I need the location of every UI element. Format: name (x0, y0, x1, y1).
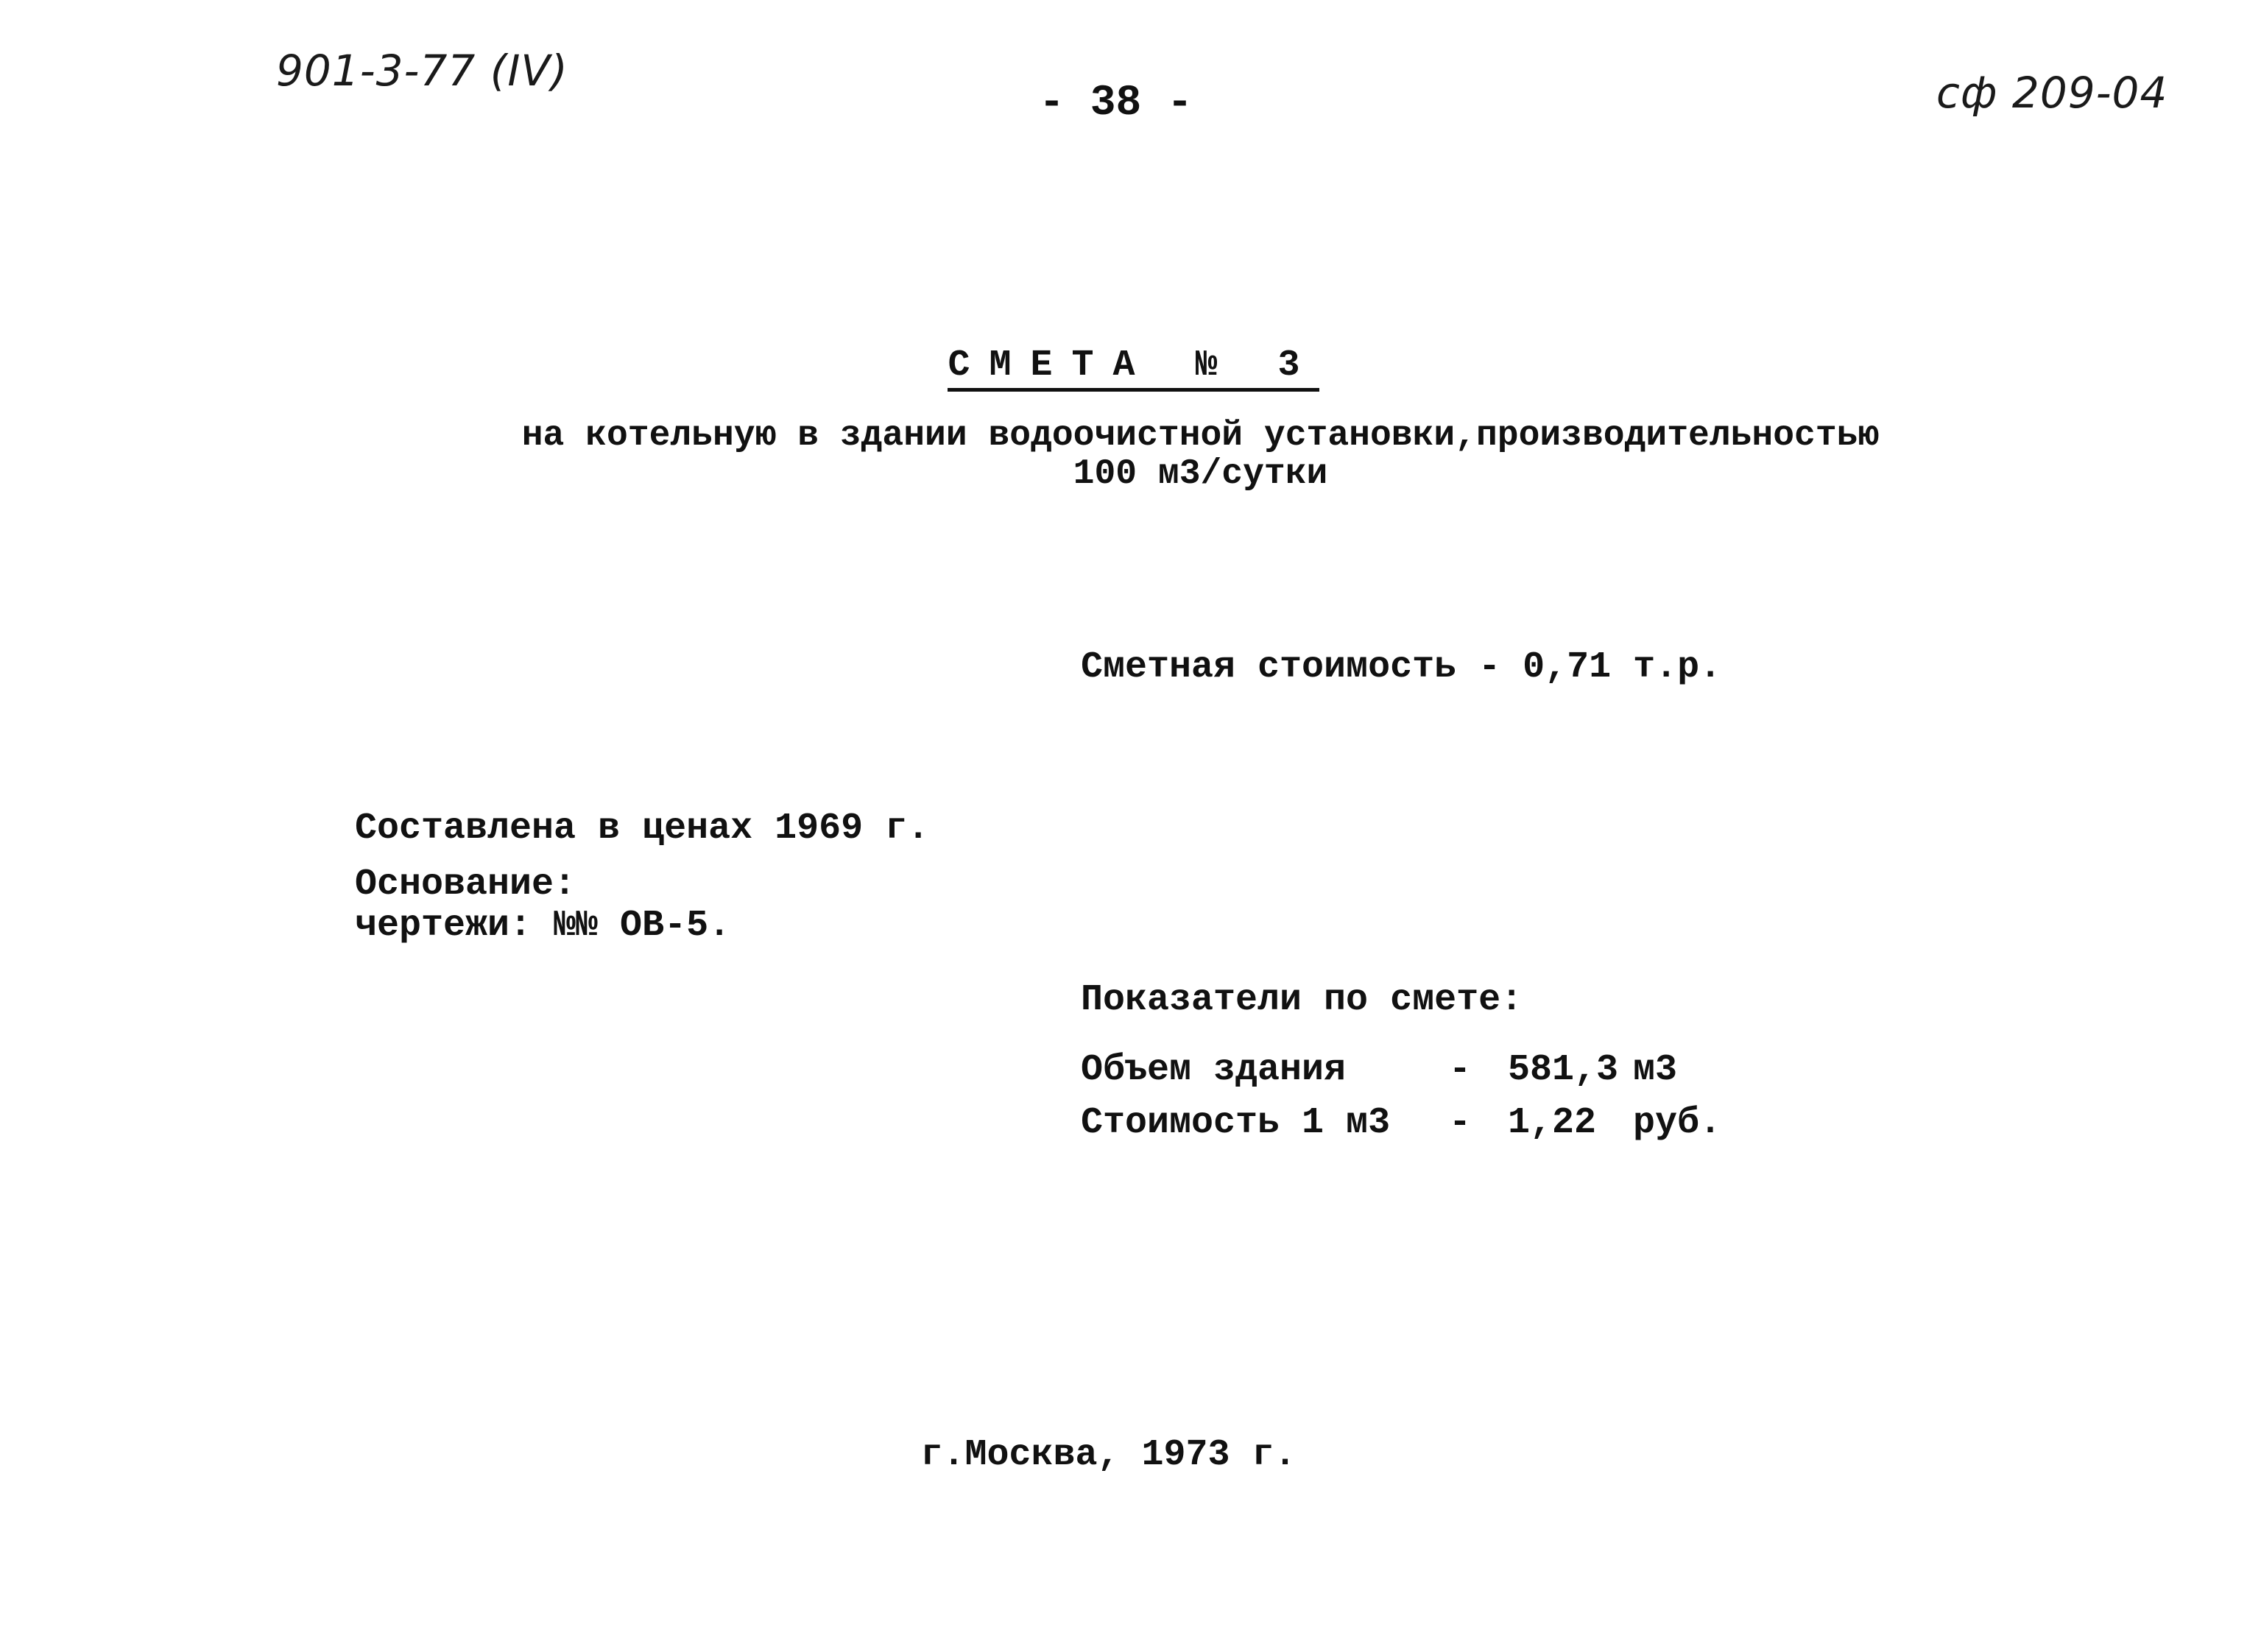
estimated-cost: Сметная стоимость - 0,71 т.р. (1081, 646, 1722, 688)
place-and-date: г.Москва, 1973 г. (920, 1434, 1297, 1476)
document-title (0, 345, 2261, 386)
indicator-label: Объем здания (1081, 1048, 1347, 1091)
prices-basis-year: Составлена в ценах 1969 г. (355, 808, 930, 850)
indicator-label: Стоимость 1 м3 (1081, 1101, 1391, 1144)
document-subtitle (0, 417, 2261, 493)
indicator-value: 581,3 (1508, 1048, 1619, 1091)
indicator-unit: руб. (1633, 1101, 1722, 1144)
indicators-title: Показатели по смете: (1081, 979, 1523, 1021)
subtitle-line-1: на котельную в здании водоочистной установки,производительностью (521, 416, 1880, 456)
document-title-text: СМЕТА № 3 (948, 345, 1319, 392)
indicator-dash: - (1449, 1101, 1472, 1144)
subtitle-line-2: 100 м3/сутки (1073, 454, 1328, 494)
indicator-row (1081, 1096, 1721, 1149)
indicator-row (1081, 1043, 1721, 1096)
estimate-indicators (1081, 979, 1721, 1149)
indicator-value: 1,22 (1508, 1101, 1597, 1144)
basis-label: Основание: (355, 864, 576, 906)
page-number: - 38 - (1039, 80, 1193, 127)
indicator-dash: - (1449, 1048, 1472, 1091)
handwritten-series-code: сф 209-04 (1936, 68, 2168, 118)
drawings-reference: чертежи: №№ ОВ-5. (355, 905, 731, 947)
estimate-metadata (355, 808, 929, 947)
indicator-unit: м3 (1633, 1048, 1678, 1091)
handwritten-doc-code: 901-3-77 (IV) (276, 46, 568, 96)
